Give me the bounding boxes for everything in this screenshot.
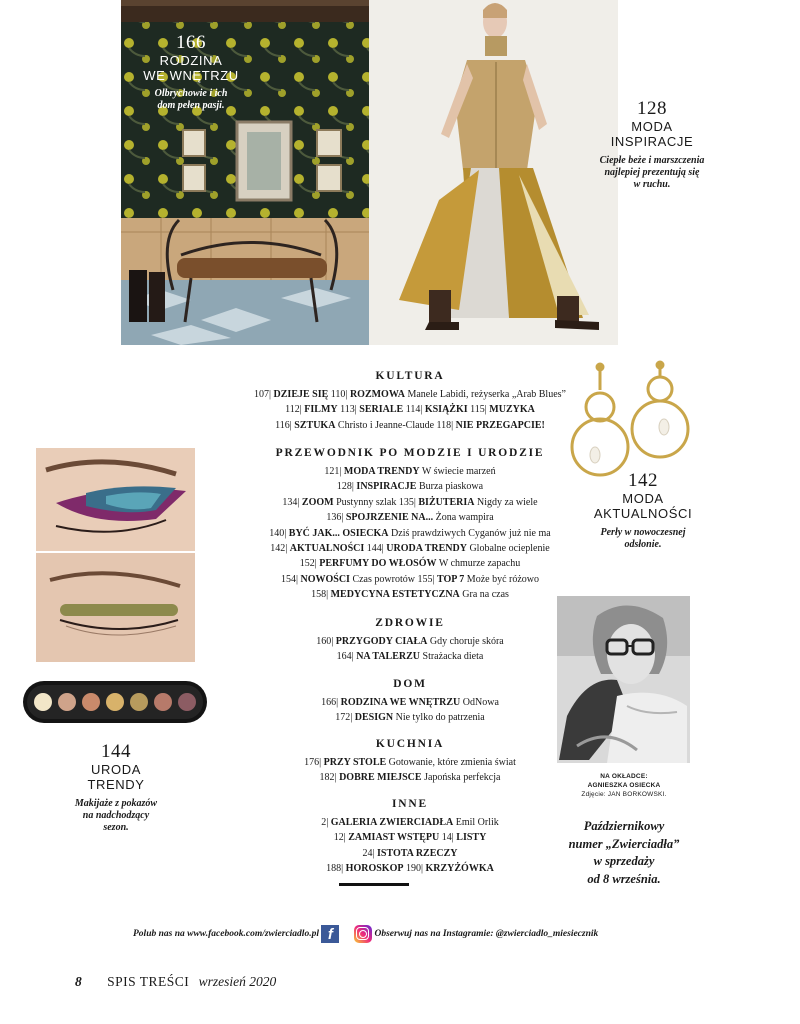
toc-entry[interactable] (335, 712, 485, 723)
toc-entry-page: 113 (340, 404, 355, 416)
toc-line (180, 649, 640, 664)
toc-entry[interactable] (270, 543, 364, 554)
toc-entry-divider: | (372, 847, 377, 859)
toc-entry-subtitle: W chmurze zapachu (438, 558, 521, 570)
toc-entry-divider: | (484, 404, 490, 416)
facebook-icon[interactable]: f (321, 925, 339, 943)
toc-entry-title: MUZYKA (489, 404, 535, 416)
toc-entry[interactable] (269, 528, 550, 539)
toc-entry-page: 128 (336, 481, 352, 493)
toc-line (180, 830, 640, 845)
toc-entry-title: SERIALE (359, 404, 404, 416)
toc-entry-subtitle: Manele Labidi, reżyserka „Arab Blues” (407, 389, 566, 400)
beauty-caption (56, 742, 176, 834)
toc-line (180, 541, 640, 556)
toc-entry[interactable] (320, 772, 501, 783)
toc-entry-divider: | (351, 651, 357, 663)
toc-entry-subtitle: OdNowa (462, 697, 499, 708)
toc-entry-subtitle: Może być różowo (466, 573, 539, 585)
toc-entry[interactable] (311, 589, 509, 600)
toc-entry[interactable] (334, 832, 440, 843)
toc-line (180, 526, 640, 541)
toc-entry-page: 144 (366, 543, 382, 555)
toc-entry-title: ZAMIAST WSTĘPU (348, 832, 440, 844)
toc-entry-divider: | (326, 589, 331, 601)
fashion-page-number: 128 (637, 98, 667, 119)
fashion-desc-line-3: w ruchu. (633, 179, 671, 190)
toc-entry-title: PRZY STOLE (323, 757, 387, 768)
toc-entry-page: 164 (336, 651, 352, 663)
toc-line (180, 861, 640, 876)
toc-entry-page: 112 (285, 404, 300, 416)
beauty-desc-line-3: sezon. (103, 822, 129, 833)
toc-entry-subtitle: Czas powrotów (352, 573, 415, 585)
toc-entry-title: ZOOM (301, 496, 334, 508)
toc-entry-subtitle: Gdy choruje skóra (429, 636, 504, 647)
toc-entry-page: 115 (470, 404, 485, 416)
toc-entry[interactable] (304, 757, 516, 768)
cover-label-line-1: NA OKŁADCE: (600, 773, 648, 780)
toc-entry-divider: | (381, 543, 387, 555)
interior-desc-line-2: dom pełen pasji. (157, 100, 225, 111)
toc-entry-subtitle: Japońska perfekcja (424, 772, 501, 784)
toc-line (180, 815, 640, 830)
toc-entry-subtitle: W świecie marzeń (421, 466, 496, 477)
toc-section-kultura (180, 369, 640, 433)
toc-line (180, 695, 640, 710)
toc-entry-divider: | (345, 389, 350, 400)
toc-entry-title: URODA TRENDY (386, 543, 467, 555)
toc-entry-page: 136 (326, 512, 342, 524)
toc-entry-page: 116 (275, 419, 290, 431)
interior-category-line-1: RODZINA (159, 53, 223, 68)
issue-line-4: od 8 września. (587, 871, 661, 886)
toc-section-kuchnia (180, 737, 640, 786)
toc-section-title: PRZEWODNIK PO MODZIE I URODZIE (275, 447, 545, 459)
toc-entry-title: INSPIRACJE (356, 481, 417, 493)
page-number: 8 (75, 974, 82, 989)
toc-section-title: ZDROWIE (375, 617, 445, 629)
cover-photo-credit: Zdjęcie: JAN BORKOWSKI. (581, 791, 667, 798)
toc-entry-title: BIŻUTERIA (418, 496, 475, 508)
toc-entry-divider: | (319, 757, 324, 768)
toc-entry[interactable] (470, 404, 535, 415)
toc-entry-page: 134 (282, 496, 298, 508)
interior-category-line-2: WE WNĘTRZU (143, 68, 239, 83)
toc-entry[interactable] (337, 651, 484, 662)
toc-entry-divider: | (297, 496, 302, 508)
toc-entry-page: 160 (316, 636, 332, 647)
toc-entry-divider: | (420, 404, 425, 416)
toc-section-inne (180, 797, 640, 877)
toc-entry-page: 142 (270, 543, 286, 555)
toc-entry-divider: | (285, 543, 290, 555)
toc-entry-subtitle: Burza piaskowa (418, 481, 484, 493)
toc-entry-page: 110 (330, 389, 346, 400)
toc-entry-title: PRZYGODY CIAŁA (335, 636, 428, 647)
toc-entry-subtitle: Nigdy za wiele (477, 496, 538, 508)
toc-entry-subtitle: Pustynny szlak (336, 496, 397, 508)
toc-entry-page: 172 (335, 712, 351, 724)
toc-entry-page: 154 (280, 573, 296, 585)
toc-entry-title: ROZMOWA (349, 389, 405, 400)
toc-entry[interactable] (437, 420, 545, 431)
toc-entry-divider: | (331, 636, 336, 647)
toc-entry-divider: | (334, 772, 340, 784)
toc-line (180, 556, 640, 571)
toc-entry-page: 24 (362, 847, 373, 859)
toc-entry-divider: | (420, 863, 426, 875)
toc-entry-title: SPOJRZENIE NA... (345, 512, 434, 524)
toc-entry-page: 190 (405, 863, 421, 875)
beauty-category-line-2: TRENDY (87, 777, 145, 792)
toc-entry-title: DZIEJE SIĘ (273, 389, 329, 400)
interior-desc-line-1: Olbrychowie i ich (154, 88, 228, 99)
toc-line (180, 464, 640, 479)
toc-entry-divider: | (351, 481, 357, 493)
toc-entry-divider: | (451, 419, 456, 431)
toc-entry[interactable] (254, 389, 328, 400)
fashion-desc-line-2: najlepiej prezentują się (604, 167, 700, 178)
toc-entry[interactable] (442, 832, 487, 843)
toc-entry-page: 107 (254, 389, 270, 400)
issue-line-3: w sprzedaży (593, 854, 655, 868)
instagram-text[interactable]: Obserwuj nas na Instagramie: @zwierciadlo_miesiecznik (374, 929, 599, 940)
toc-line (180, 770, 640, 785)
toc-entry[interactable] (417, 574, 539, 585)
fashion-category-line-2: INSPIRACJE (610, 134, 694, 149)
cover-label-line-2: AGNIESZKA OSIECKA (587, 782, 661, 789)
toc-entry[interactable] (367, 543, 550, 554)
toc-entry[interactable] (326, 512, 493, 523)
toc-line (180, 634, 640, 649)
toc-entry-subtitle: Dziś prawdziwych Cyganów już nie ma (391, 527, 551, 539)
toc-entry-page: 12 (333, 832, 344, 844)
toc-entry[interactable] (282, 497, 396, 508)
toc-line (180, 418, 640, 433)
toc-entry-subtitle: Christo i Jeanne-Claude (337, 419, 435, 431)
toc-entry-divider: | (314, 558, 320, 570)
footer-date: wrzesień 2020 (198, 974, 277, 989)
toc-entry-divider: | (289, 419, 295, 431)
toc-entry-title: TOP 7 (436, 573, 465, 585)
toc-section-title: KUCHNIA (375, 738, 445, 750)
jewelry-page-number: 142 (628, 470, 658, 491)
toc-entry-page: 188 (326, 863, 342, 875)
toc-entry-divider: | (284, 527, 289, 539)
issue-line-2: numer „Zwierciadła” (568, 836, 680, 851)
toc-entry[interactable] (300, 558, 521, 569)
toc-section-title: KULTURA (375, 370, 445, 382)
toc-entry-subtitle: Gra na czas (462, 589, 509, 601)
toc-entry-title: SZTUKA (294, 419, 336, 431)
toc-entry-subtitle: Strażacka dieta (422, 651, 484, 663)
toc-entry[interactable] (340, 404, 403, 415)
toc-section-title: INNE (392, 798, 428, 810)
toc-entry-title: LISTY (456, 832, 487, 844)
instagram-icon[interactable] (354, 925, 372, 943)
toc-entry[interactable] (406, 404, 468, 415)
toc-entry-divider: | (413, 496, 419, 508)
toc-entry[interactable] (321, 697, 499, 708)
footer-section-title: SPIS TREŚCI (107, 974, 190, 989)
fashion-caption (582, 99, 722, 191)
beauty-desc-line-2: na nadchodzący (82, 810, 150, 821)
toc-line (180, 402, 640, 417)
toc-entry-divider: | (350, 712, 355, 724)
toc-entry-title: NA TALERZU (356, 651, 421, 663)
fashion-photo (369, 0, 618, 345)
toc-entry-page: 14 (441, 832, 452, 844)
toc-entry-subtitle: Żona wampira (435, 512, 494, 524)
toc-entry-page: 166 (321, 697, 337, 708)
toc-entry-divider: | (339, 466, 344, 477)
toc-entry-page: 135 (398, 496, 414, 508)
issue-line-1: Październikowy (583, 819, 665, 833)
toc-entry-divider: | (326, 817, 331, 828)
jewelry-category-line-1: MODA (622, 491, 664, 506)
toc-entry-title: HOROSKOP (345, 863, 404, 875)
fashion-desc-line-1: Ciepłe beże i marszczenia (599, 155, 705, 166)
toc-entry-title: BYĆ JAK... OSIECKA (288, 527, 389, 539)
toc-entry-title: RODZINA WE WNĘTRZU (340, 697, 461, 708)
toc-section-moda-uroda (180, 446, 640, 603)
page-footer (75, 974, 276, 990)
beauty-page-number: 144 (101, 741, 131, 762)
toc-entry[interactable] (326, 863, 403, 874)
toc-entry-title: DOBRE MIEJSCE (339, 772, 422, 784)
fashion-model-illustration (369, 0, 618, 345)
eye-makeup-photo (36, 448, 195, 662)
toc-entry[interactable] (275, 420, 434, 431)
toc-entry-page: 158 (311, 589, 327, 601)
eye-makeup-illustration (36, 448, 195, 662)
toc-entry[interactable] (331, 389, 566, 400)
toc-entry-title: DESIGN (354, 712, 394, 724)
facebook-text[interactable]: Polub nas na www.facebook.com/zwierciadlo.pl (133, 929, 319, 940)
toc-end-rule (339, 883, 409, 886)
toc-entry-subtitle: Gotowanie, które zmienia świat (388, 757, 516, 768)
toc-entry[interactable] (285, 404, 338, 415)
toc-line (180, 572, 640, 587)
toc-entry[interactable] (362, 848, 457, 859)
toc-entry-page: 118 (436, 419, 452, 431)
interior-page-number: 166 (176, 32, 206, 53)
toc-section-title: DOM (393, 678, 427, 690)
toc-entry-title: NOWOŚCI (300, 573, 350, 585)
toc-section-dom (180, 677, 640, 726)
toc-line (180, 387, 640, 402)
jewelry-category-line-2: AKTUALNOŚCI (593, 506, 693, 521)
fashion-category-line-1: MODA (631, 119, 673, 134)
toc-entry[interactable] (406, 863, 494, 874)
toc-entry-page: 121 (324, 466, 340, 477)
toc-entry-title: AKTUALNOŚCI (289, 543, 365, 555)
toc-entry-subtitle: Emil Orlik (455, 817, 499, 828)
toc-entry-title: KRZYŻÓWKA (425, 863, 494, 875)
toc-entry-page: 114 (405, 404, 421, 416)
toc-entry-title: ISTOTA RZECZY (377, 847, 458, 859)
toc-entry-title: NIE PRZEGAPCIE! (455, 419, 545, 431)
toc-entry-divider: | (299, 404, 305, 416)
toc-line (180, 495, 640, 510)
toc-entry-title: GALERIA ZWIERCIADŁA (330, 817, 454, 828)
toc-section-zdrowie (180, 616, 640, 665)
toc-entry-title: FILMY (304, 404, 338, 416)
toc-entry-title: MODA TRENDY (343, 466, 420, 477)
toc-line (180, 479, 640, 494)
toc-entry-page: 176 (304, 757, 320, 768)
toc-line (180, 510, 640, 525)
toc-line (180, 587, 640, 602)
toc-entry-page: 152 (299, 558, 315, 570)
toc-entry[interactable] (324, 466, 495, 477)
toc-entry-subtitle: Nie tylko do patrzenia (395, 712, 485, 724)
toc-entry-divider: | (343, 832, 349, 844)
toc-entry-divider: | (269, 389, 274, 400)
toc-entry-title: KSIĄŻKI (424, 404, 468, 416)
toc-entry-page: 155 (417, 573, 433, 585)
toc-entry-subtitle: Globalne ocieplenie (469, 543, 550, 555)
toc-entry[interactable] (281, 574, 415, 585)
toc-entry[interactable] (399, 497, 538, 508)
beauty-desc-line-1: Makijaże z pokazów (74, 798, 158, 809)
toc-entry-page: 140 (269, 527, 285, 539)
toc-entry-title: PERFUMY DO WŁOSÓW (319, 558, 437, 570)
toc-line (180, 755, 640, 770)
toc-entry-divider: | (295, 573, 301, 585)
toc-entry-divider: | (341, 512, 346, 524)
toc-entry-divider: | (432, 573, 437, 585)
toc-entry-page: 182 (319, 772, 335, 784)
beauty-category-line-1: URODA (91, 762, 141, 777)
toc-entry[interactable] (337, 481, 483, 492)
jewelry-desc-line-1: Perły w nowoczesnej (600, 527, 686, 538)
toc-entry-divider: | (336, 697, 341, 708)
social-bar (133, 925, 693, 943)
toc-entry-divider: | (354, 404, 360, 416)
toc-entry-page: 2 (321, 817, 327, 828)
toc-entry-divider: | (341, 863, 346, 875)
toc-entry-divider: | (451, 832, 457, 844)
toc-line (180, 710, 640, 725)
toc-line (180, 846, 640, 861)
interior-caption (121, 33, 261, 112)
toc-entry-title: MEDYCYNA ESTETYCZNA (330, 589, 460, 601)
toc-entry[interactable] (316, 636, 503, 647)
toc-entry[interactable] (321, 817, 499, 828)
jewelry-desc-line-2: odsłonie. (624, 539, 662, 550)
